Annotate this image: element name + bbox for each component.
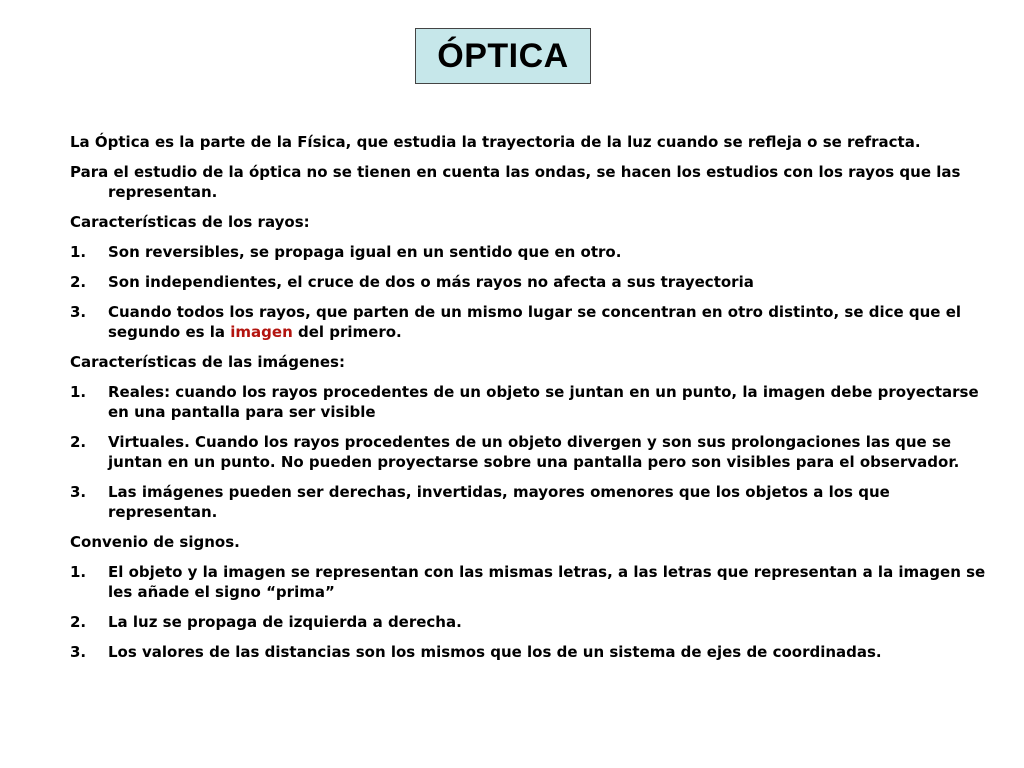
- highlighted-word: imagen: [230, 323, 293, 341]
- images-item-2: [70, 432, 990, 472]
- list-text: La luz se propaga de izquierda a derecha.: [108, 613, 462, 631]
- list-text: Son reversibles, se propaga igual en un sentido que en otro.: [108, 243, 622, 261]
- signs-heading: Convenio de signos.: [70, 533, 240, 551]
- list-text: [108, 302, 990, 342]
- rays-heading: Características de los rayos:: [70, 213, 310, 231]
- list-text: El objeto y la imagen se representan con las mismas letras, a las letras que representan a la imagen se les añade el signo “prima”: [108, 563, 986, 601]
- list-number: 1.: [70, 563, 87, 581]
- page-title: ÓPTICA: [437, 36, 569, 75]
- text-after-highlight: del primero.: [292, 323, 402, 341]
- list-text: Los valores de las distancias son los mismos que los de un sistema de ejes de coordinadas.: [108, 643, 882, 661]
- text-before-highlight: Cuando todos los rayos, que parten de un mismo lugar se concentran en otro distinto, se dice que el segundo es la: [108, 303, 962, 341]
- images-item-3: [70, 482, 990, 522]
- rays-item-1: [70, 242, 990, 262]
- list-number: 3.: [70, 483, 87, 501]
- title-box: [415, 28, 591, 84]
- images-item-1: [70, 382, 990, 422]
- intro-paragraph-2: Para el estudio de la óptica no se tienen en cuenta las ondas, se hacen los estudios con los rayos que las representan.: [70, 163, 961, 201]
- images-heading: Características de las imágenes:: [70, 353, 345, 371]
- list-number: 2.: [70, 433, 87, 451]
- rays-item-2: [70, 272, 990, 292]
- signs-item-3: [70, 642, 990, 662]
- list-text: Las imágenes pueden ser derechas, invertidas, mayores omenores que los objetos a los que representan.: [108, 483, 890, 521]
- list-number: 1.: [70, 243, 87, 261]
- list-number: 2.: [70, 613, 87, 631]
- signs-item-1: [70, 562, 990, 602]
- list-number: 2.: [70, 273, 87, 291]
- intro-paragraph-1: La Óptica es la parte de la Física, que estudia la trayectoria de la luz cuando se refleja o se refracta.: [70, 133, 921, 151]
- rays-item-3: [70, 302, 990, 342]
- list-number: 3.: [70, 643, 87, 661]
- list-number: 3.: [70, 303, 87, 321]
- list-text: Reales: cuando los rayos procedentes de un objeto se juntan en un punto, la imagen debe proyectarse en una pantalla para ser visible: [108, 383, 979, 421]
- signs-item-2: [70, 612, 990, 632]
- slide-content: [70, 132, 990, 672]
- list-number: 1.: [70, 383, 87, 401]
- list-text: Son independientes, el cruce de dos o más rayos no afecta a sus trayectoria: [108, 273, 754, 291]
- list-text: Virtuales. Cuando los rayos procedentes de un objeto divergen y son sus prolongaciones las que se juntan en un punto. No pueden proyectarse sobre una pantalla pero son visibles para el observador.: [108, 433, 960, 471]
